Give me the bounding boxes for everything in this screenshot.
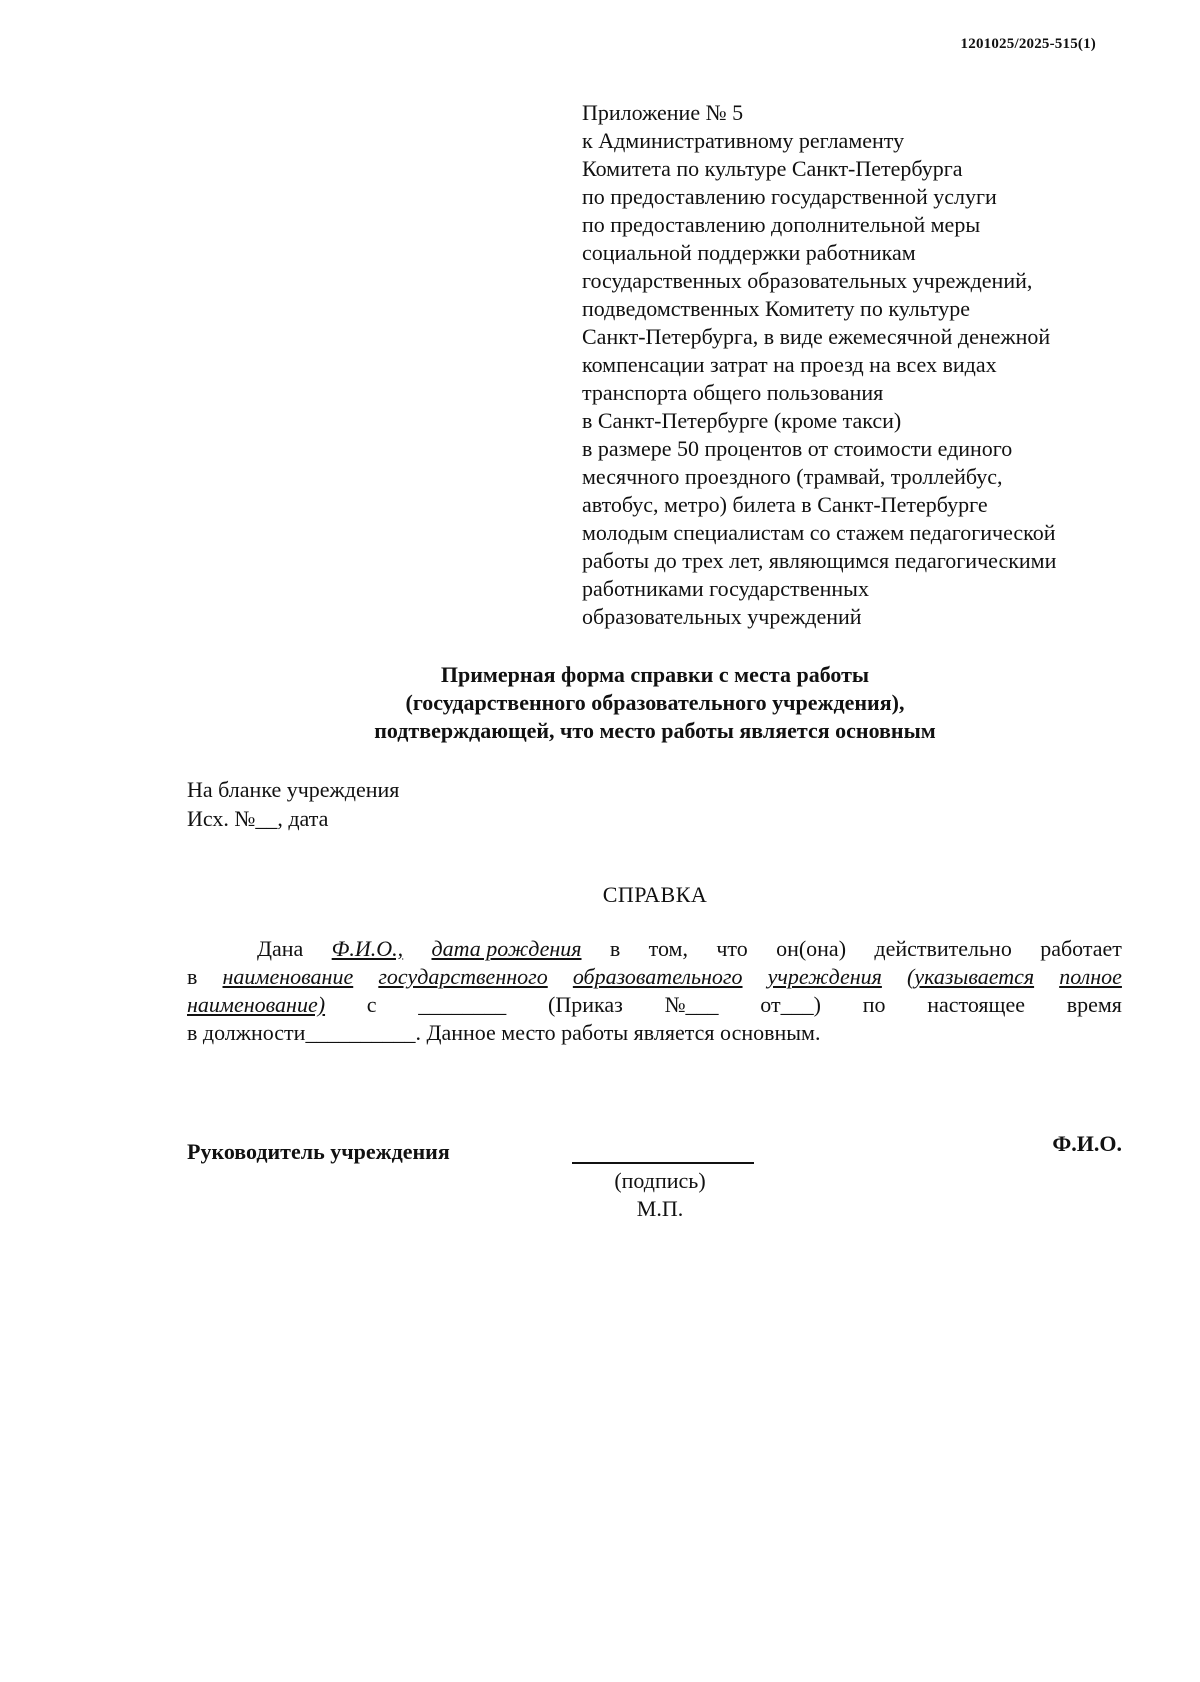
signatory-title: Руководитель учреждения xyxy=(187,1139,450,1164)
body-word: в xyxy=(609,936,621,961)
institution-placeholder: учреждения xyxy=(767,964,882,989)
body-word: время xyxy=(1066,992,1122,1017)
certificate-heading: СПРАВКА xyxy=(602,882,708,907)
appendix-line: автобус, метро) билета в Санкт-Петербурге xyxy=(582,492,988,517)
outgoing-number-line: Исх. №__, дата xyxy=(187,806,329,831)
document-number: 1201025/2025-515(1) xyxy=(960,36,1096,52)
body-line xyxy=(187,991,1122,1019)
body-word: действительно xyxy=(874,936,1012,961)
appendix-line: по предоставлению государственной услуги xyxy=(582,184,997,209)
form-title-line: Примерная форма справки с места работы xyxy=(440,662,870,687)
institution-placeholder: государственного xyxy=(378,964,548,989)
institution-placeholder: полное xyxy=(1059,964,1122,989)
body-word: том, xyxy=(648,936,688,961)
appendix-line: социальной поддержки работникам xyxy=(582,240,916,265)
appendix-line: к Административному регламенту xyxy=(582,128,905,153)
body-word: настоящее xyxy=(927,992,1025,1017)
order-date-blank: от___) xyxy=(760,992,821,1017)
appendix-line: работы до трех лет, являющимся педагогическими xyxy=(582,548,1057,573)
appendix-line: транспорта общего пользования xyxy=(582,380,884,405)
appendix-line: в Санкт-Петербурге (кроме такси) xyxy=(582,408,902,433)
institution-placeholder: наименование) xyxy=(187,992,326,1017)
appendix-line: месячного проездного (трамвай, троллейбус, xyxy=(582,464,1003,489)
start-date-blank: ________ xyxy=(418,992,507,1017)
form-title-line: (государственного образовательного учреждения), xyxy=(405,690,905,715)
appendix-line: в размере 50 процентов от стоимости единого xyxy=(582,436,1013,461)
appendix-line: Комитета по культуре Санкт-Петербурга xyxy=(582,156,963,181)
body-word: в xyxy=(187,964,198,989)
signature-line xyxy=(572,1162,754,1164)
appendix-line: молодым специалистам со стажем педагогической xyxy=(582,520,1056,545)
body-word: по xyxy=(862,992,886,1017)
appendix-line: Санкт-Петербурга, в виде ежемесячной денежной xyxy=(582,324,1051,349)
institution-placeholder: образовательного xyxy=(572,964,743,989)
body-word: что xyxy=(716,936,748,961)
position-sentence: в должности__________. Данное место работы является основным. xyxy=(187,1020,821,1045)
appendix-line: компенсации затрат на проезд на всех видах xyxy=(582,352,997,377)
body-word: Дана xyxy=(257,936,304,961)
body-line xyxy=(187,1019,1122,1047)
order-number-blank: №___ xyxy=(664,992,719,1017)
seal-mark-text: М.П. xyxy=(636,1196,684,1221)
signatory-name: Ф.И.О. xyxy=(1052,1131,1122,1156)
signature-caption xyxy=(560,1167,760,1223)
body-line xyxy=(187,963,1122,991)
appendix-line: подведомственных Комитету по культуре xyxy=(582,296,970,321)
appendix-header xyxy=(582,99,1142,631)
fio-placeholder: Ф.И.О., xyxy=(331,936,404,961)
body-word: (Приказ xyxy=(548,992,623,1017)
letterhead-line: На бланке учреждения xyxy=(187,777,400,802)
appendix-line: по предоставлению дополнительной меры xyxy=(582,212,981,237)
certificate-body xyxy=(187,935,1122,1047)
body-line xyxy=(187,935,1122,963)
signature-caption-text: (подпись) xyxy=(614,1168,706,1193)
appendix-line: государственных образовательных учреждений, xyxy=(582,268,1033,293)
form-title-line: подтверждающей, что место работы является основным xyxy=(374,718,936,743)
form-title xyxy=(190,661,1120,745)
body-word: работает xyxy=(1040,936,1122,961)
letterhead-note xyxy=(187,775,399,833)
appendix-line: работниками государственных xyxy=(582,576,869,601)
body-word: с xyxy=(366,992,377,1017)
institution-placeholder: (указывается xyxy=(907,964,1035,989)
appendix-line: образовательных учреждений xyxy=(582,604,862,629)
body-word: он(она) xyxy=(776,936,847,961)
birthdate-placeholder: дата рождения xyxy=(431,936,582,961)
institution-placeholder: наименование xyxy=(222,964,354,989)
appendix-line: Приложение № 5 xyxy=(582,100,744,125)
